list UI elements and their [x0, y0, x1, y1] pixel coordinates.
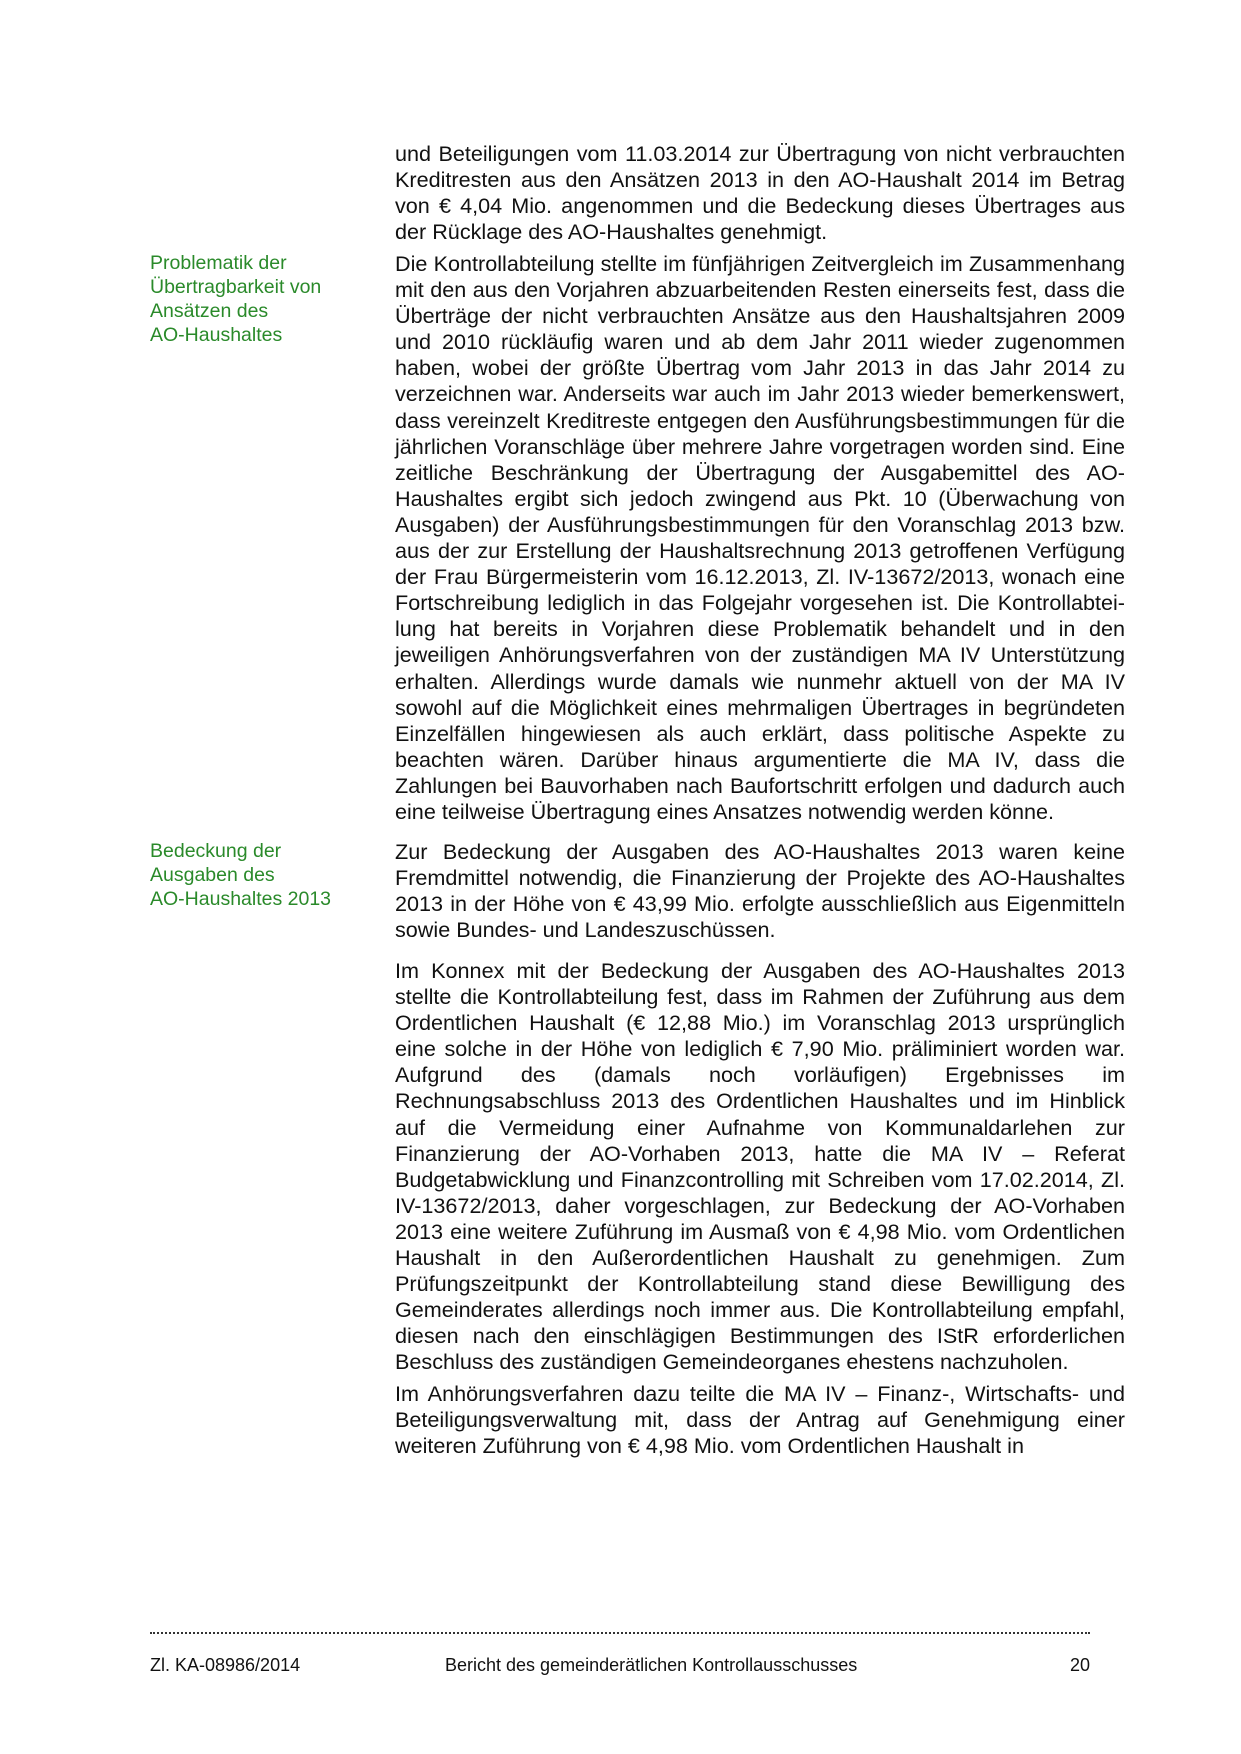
margin-note-line: Bedeckung der [150, 840, 282, 862]
page-number: 20 [1069, 1655, 1090, 1675]
paragraph-transfer-resolution: und Beteiligungen vom 11.03.2014 zur Übertragung von nicht verbrauchten Kreditresten aus den Ansätzen 2013 in den AO-Haushalt 2014 im Betrag von € 4,04 Mio. angenommen und die Bedeckung dieses Übertrages aus der Rücklage des AO-Haushaltes genehmigt. [395, 141, 1125, 245]
paragraph-time-comparison: Die Kontrollabteilung stellte im fünfjährigen Zeitvergleich im Zusammenhang mit den aus den Vorjahren abzuarbeitenden Resten einerseits fest, dass die Überträge der nicht verbrauchten Ansätze aus den Haushaltsjahren 2009 und 2010 rückläufig waren und ab dem Jahr 2011 wieder zugenommen haben, wobei der größte Übertrag vom Jahr 2013 in das Jahr 2014 zu verzeichnen war. Anderseits war auch im Jahr 2013 wieder bemerkenswert, dass vereinzelt Kreditreste entgegen den Ausführungsbestimmungen für die jährlichen Voranschläge über mehrere Jahre vorgetragen worden sind. Eine zeitliche Beschränkung der Übertragung der Ausgabemittel des AO-Haushaltes ergibt sich jedoch zwingend aus Pkt. 10 (Überwachung von Ausgaben) der Ausführungsbestimmungen für den Voranschlag 2013 bzw. aus der zur Erstellung der Haushaltsrechnung 2013 getroffenen Verfügung der Frau Bürgermeisterin vom 16.12.2013, Zl. IV-13672/2013, wonach eine Fortschreibung lediglich in das Folgejahr vorgesehen ist. Die Kontrollabteilung hat bereits in Vorjahren diese Problematik behandelt und in den jeweiligen Anhörungsverfahren von der zuständigen MA IV Unterstützung erhalten. Allerdings wurde damals wie nunmehr aktuell von der MA IV sowohl auf die Möglichkeit eines mehrmaligen Übertrages in begründeten Einzelfällen hingewiesen als auch erklärt, dass politische Aspekte zu beachten wären. Darüber hinaus argumentierte die MA IV, dass die Zahlungen bei Bauvorhaben nach Baufortschritt erfolgen und dadurch auch eine teilweise Übertragung eines Ansatzes notwendig werden könne. [395, 251, 1125, 824]
paragraph-financing: Zur Bedeckung der Ausgaben des AO-Haushaltes 2013 waren keine Fremdmittel notwendig, die Finanzierung der Projekte des AO-Haushaltes 2013 in der Höhe von € 43,99 Mio. erfolgte ausschließlich aus Eigenmitteln sowie Bundes- und Landeszuschüssen. [395, 839, 1125, 943]
margin-note-line: Ausgaben des [150, 864, 275, 886]
paragraph-hearing-procedure: Im Anhörungsverfahren dazu teilte die MA IV – Finanz-, Wirtschafts- und Beteiligungsverwaltung mit, dass der Antrag auf Genehmigung einer weiteren Zuführung von € 4,98 Mio. vom Ordentlichen Haushalt in [395, 1381, 1125, 1459]
margin-note-line: Ansätzen des [150, 300, 269, 322]
footer-reference: Zl. KA-08986/2014 [150, 1655, 301, 1675]
footer-divider [150, 1632, 1090, 1634]
margin-note-line: AO-Haushaltes [150, 324, 283, 346]
margin-note-transferability [150, 251, 345, 347]
paragraph-additional-allocation: Im Konnex mit der Bedeckung der Ausgaben des AO-Haushaltes 2013 stellte die Kontrollabteilung fest, dass im Rahmen der Zuführung aus dem Ordentlichen Haushalt (€ 12,88 Mio.) im Voranschlag 2013 ursprünglich eine solche in der Höhe von lediglich € 7,90 Mio. präliminiert worden war. Aufgrund des (damals noch vorläufigen) Ergebnisses im Rechnungsabschluss 2013 des Ordentlichen Haushaltes und im Hinblick auf die Vermeidung einer Aufnahme von Kommunaldarlehen zur Finanzierung der AO-Vorhaben 2013, hatte die MA IV – Referat Budgetabwicklung und Finanzcontrolling mit Schreiben vom 17.02.2014, Zl. IV-13672/2013, daher vorgeschlagen, zur Bedeckung der AO-Vorhaben 2013 eine weitere Zuführung im Ausmaß von € 4,98 Mio. vom Ordentlichen Haushalt in den Außerordentlichen Haushalt zu genehmigen. Zum Prüfungszeitpunkt der Kontrollabteilung stand diese Bewilligung des Gemeinderates allerdings noch immer aus. Die Kontrollabteilung empfahl, diesen nach den einschlägigen Bestimmungen des IStR erforderlichen Beschluss des zuständigen Gemeindeorganes ehestens nachzuholen. [395, 958, 1125, 1375]
margin-note-coverage [150, 839, 345, 911]
margin-note-line: AO-Haushaltes 2013 [150, 888, 332, 910]
footer-title: Bericht des gemeinderätlichen Kontrollausschusses [445, 1655, 858, 1675]
margin-note-line: Übertragbarkeit von [150, 276, 322, 298]
margin-note-line: Problematik der [150, 252, 287, 274]
